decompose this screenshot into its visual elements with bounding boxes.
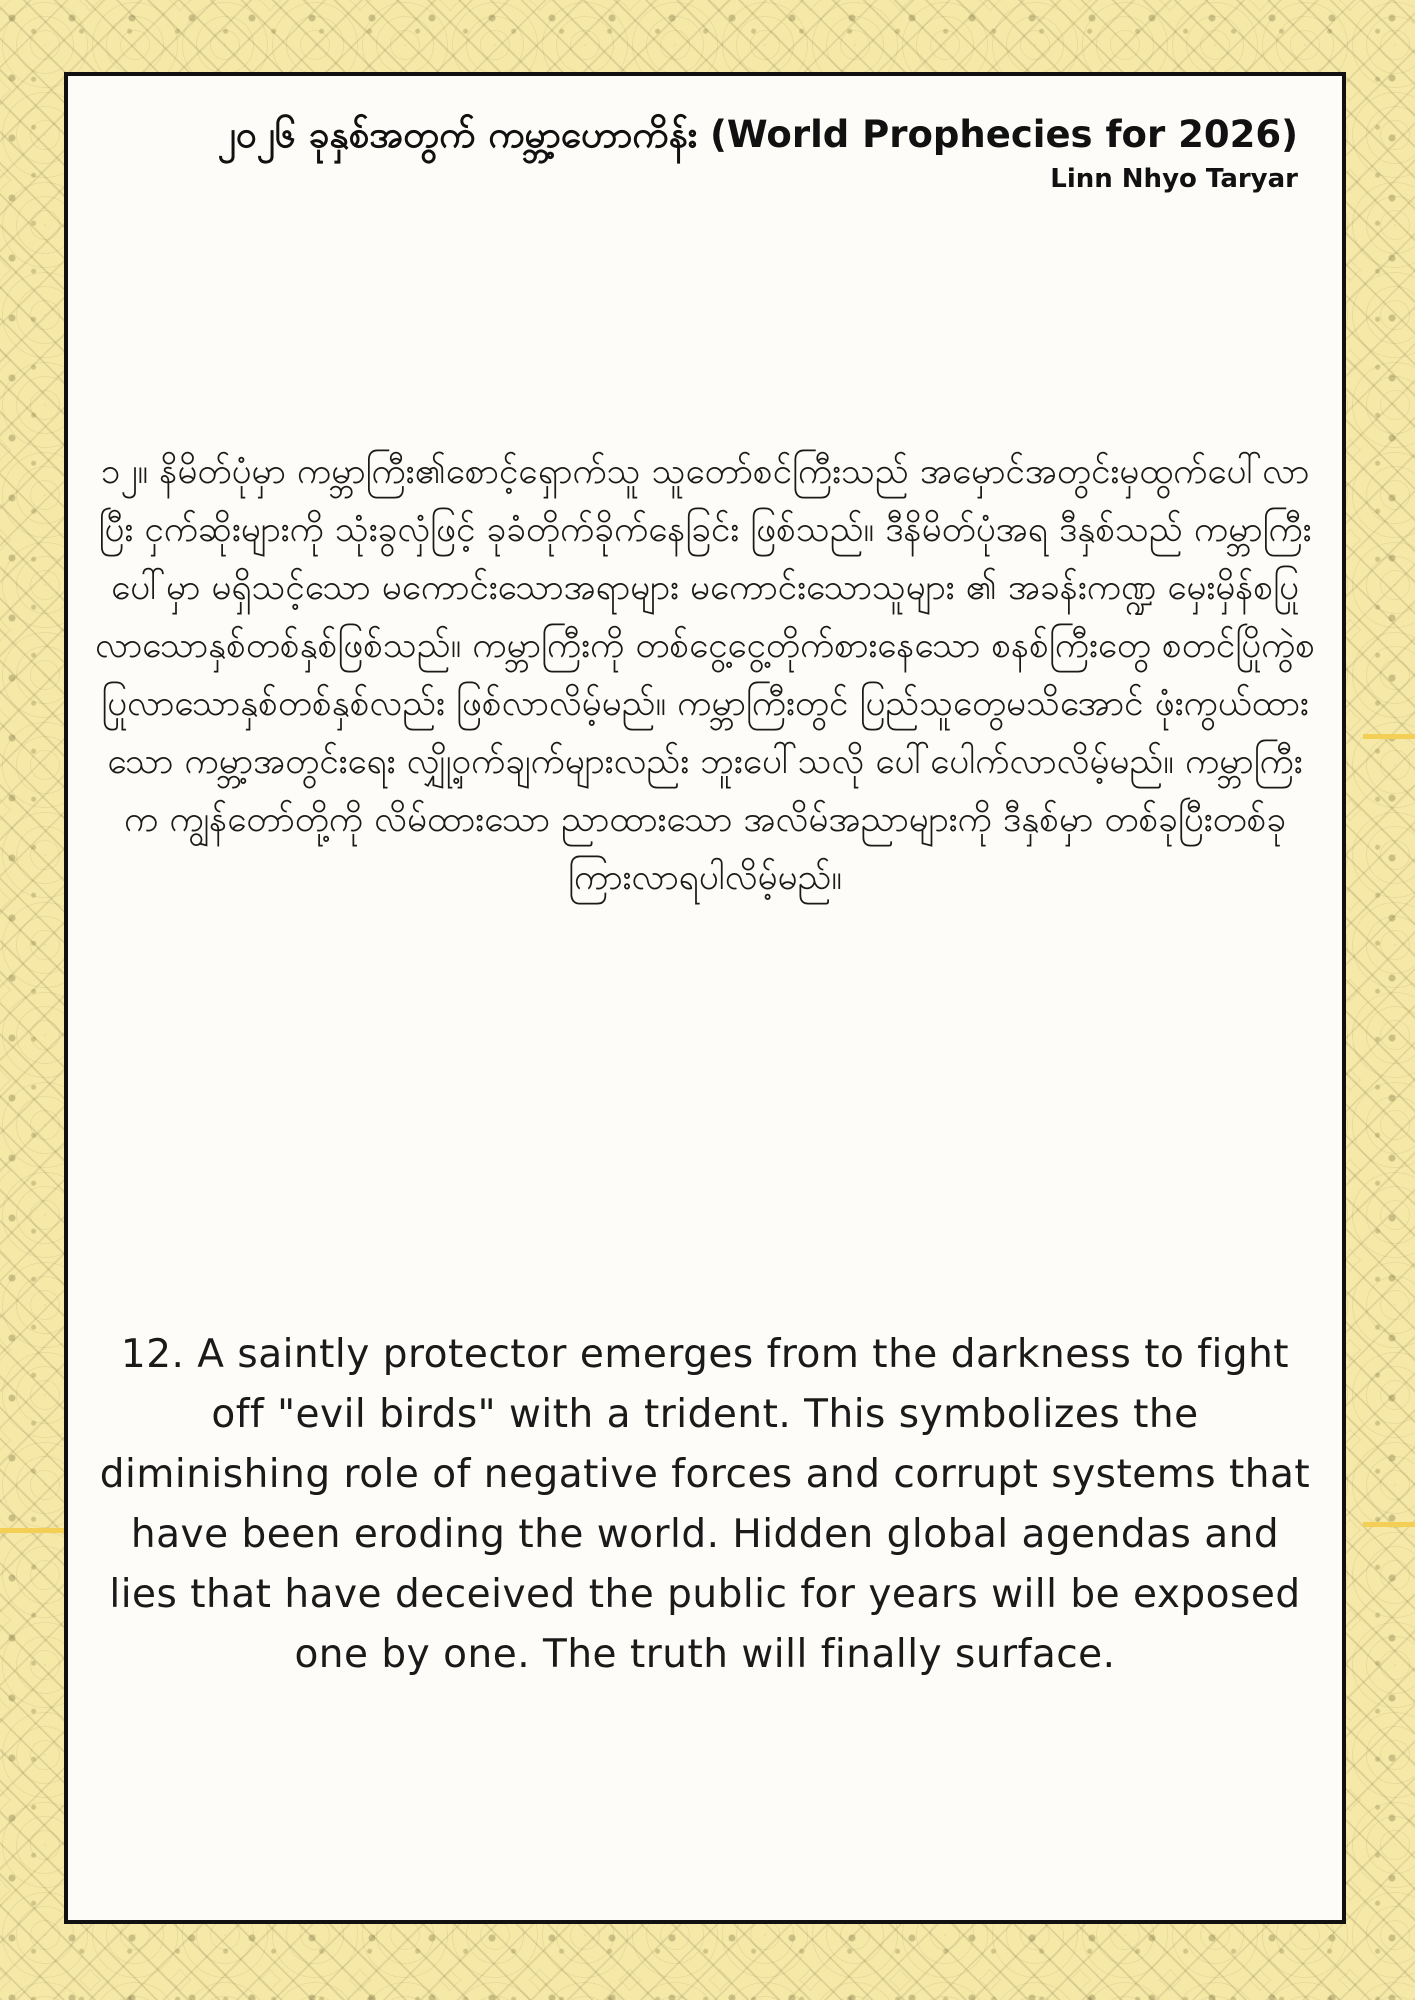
myanmar-paragraph: ၁၂။ နိမိတ်ပုံမှာ ကမ္ဘာကြီး၏စောင့်ရှောက်သူ သူတော်စင်ကြီးသည် အမှောင်အတွင်းမှထွက်ပေါ်လာပြီး ငှက်ဆိုးများကို သုံးခွလှံဖြင့် ခုခံတိုက်ခိုက်နေခြင်း ဖြစ်သည်။ ဒီနိမိတ်ပုံအရ ဒီနှစ်သည် ကမ္ဘာကြီးပေါ်မှာ မရှိသင့်သော မကောင်းသောအရာများ မကောင်းသောသူများ ၏ အခန်းကဏ္ဍ မှေးမှိန်စပြုလာသောနှစ်တစ်နှစ်ဖြစ်သည်။ ကမ္ဘာကြီးကို တစ်ငွေ့ငွေ့တိုက်စားနေသော စနစ်ကြီးတွေ စတင်ပြိုကွဲစပြုလာသောနှစ်တစ်နှစ်လည်း ဖြစ်လာလိမ့်မည်။ ကမ္ဘာကြီးတွင် ပြည်သူတွေမသိအောင် ဖုံးကွယ်ထားသော ကမ္ဘာ့အတွင်းရေး လျှို့ဝှက်ချက်များလည်း ဘူးပေါ်သလို ပေါ်ပေါက်လာလိမ့်မည်။ ကမ္ဘာကြီးက ကျွန်တော်တို့ကို လိမ်ထားသော ညာထားသော အလိမ်အညာများကို ဒီနှစ်မှာ တစ်ခုပြီးတစ်ခု ကြားလာရပါလိမ့်မည်။	[94, 452, 1315, 898]
header	[218, 112, 1298, 194]
english-paragraph: 12. A saintly protector emerges from the darkness to fight off "evil birds" with a trident. This symbolizes the diminishing role of negative forces and corrupt systems that have been eroding the world. Hidden global agendas and lies that have deceived the public for years will be exposed one by one. The truth will finally surface.	[99, 1332, 1311, 1677]
accent-bar-right-top	[1363, 734, 1415, 739]
accent-bar-right-bottom	[1363, 1522, 1415, 1527]
page-title: ၂၀၂၆ ခုနှစ်အတွက် ကမ္ဘာ့ဟောကိန်း (World Prophecies for 2026)	[217, 113, 1298, 156]
content-panel	[64, 72, 1346, 1924]
accent-bar-left	[0, 1528, 64, 1533]
author-name: Linn Nhyo Taryar	[1050, 164, 1298, 195]
